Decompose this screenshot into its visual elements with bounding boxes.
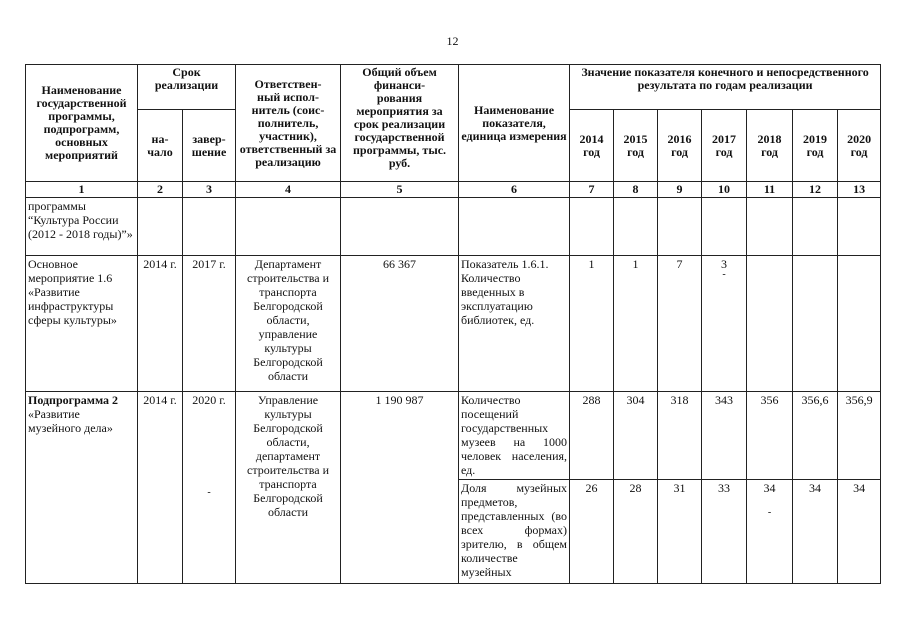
- column-number: 12: [793, 182, 838, 198]
- column-number: 2: [138, 182, 183, 198]
- value-cell: 1: [614, 256, 658, 392]
- column-number: 3: [183, 182, 236, 198]
- table-row: [26, 256, 881, 392]
- column-number: 8: [614, 182, 658, 198]
- indicator-cell: Показатель 1.6.1. Количество введенных в эксплуатацию библиотек, ед.: [459, 256, 570, 392]
- value-cell: 26: [570, 480, 614, 584]
- subprogram-name-cell: Подпрограмма 2 «Развитие музейного дела»: [26, 392, 138, 584]
- term-start-cell: 2014 г.: [138, 392, 183, 584]
- responsible-cell: Департамент строительства и транспорта Белгородской области, управление культуры Белгородской области: [236, 256, 341, 392]
- column-number: 10: [702, 182, 747, 198]
- header-financing: Общий объем финанси- рования мероприятия за срок реализации государственной программы, тыс. руб.: [341, 65, 459, 182]
- financing-cell: 1 190 987: [341, 392, 459, 584]
- header-year: 2015 год: [614, 110, 658, 182]
- value-cell: 33: [702, 480, 747, 584]
- column-number: 7: [570, 182, 614, 198]
- header-term-end: завер- шение: [183, 110, 236, 182]
- header-indicator: Наименование показателя, единица измерения: [459, 65, 570, 182]
- header-year: 2014 год: [570, 110, 614, 182]
- activity-name-cell: Основное мероприятие 1.6 «Развитие инфраструктуры сферы культуры»: [26, 256, 138, 392]
- column-number: 6: [459, 182, 570, 198]
- value-cell: 28: [614, 480, 658, 584]
- indicators-table: [25, 64, 881, 584]
- header-year: 2019 год: [793, 110, 838, 182]
- value-cell: 7: [658, 256, 702, 392]
- header-term-start: на- чало: [138, 110, 183, 182]
- column-number: 13: [838, 182, 881, 198]
- program-name-cell: программы “Культура России (2012 - 2018 годы)”»: [26, 198, 138, 256]
- header-year: 2020 год: [838, 110, 881, 182]
- column-number-row: [26, 182, 881, 198]
- financing-cell: 66 367: [341, 256, 459, 392]
- value-cell: 304: [614, 392, 658, 480]
- value-cell: 356,6: [793, 392, 838, 480]
- term-end-cell: 2017 г.: [183, 256, 236, 392]
- page-number: 12: [446, 34, 459, 48]
- term-end-cell: 2020 г. -: [183, 392, 236, 584]
- header-values-title: Значение показателя конечного и непосредственного результата по годам реализации: [570, 65, 881, 110]
- responsible-cell: Управление культуры Белгородской области, департамент строительства и транспорта Белгородской области: [236, 392, 341, 584]
- header-year: 2017 год: [702, 110, 747, 182]
- column-number: 1: [26, 182, 138, 198]
- value-cell: 356: [747, 392, 793, 480]
- column-number: 5: [341, 182, 459, 198]
- column-number: 11: [747, 182, 793, 198]
- value-cell: 34: [793, 480, 838, 584]
- header-program-name: Наименование государственной программы, подпрограмм, основных мероприятий: [26, 65, 138, 182]
- header-term: Срок реализации: [138, 65, 236, 110]
- table-row: [26, 392, 881, 480]
- value-cell: 31: [658, 480, 702, 584]
- value-cell: 343: [702, 392, 747, 480]
- column-number: 4: [236, 182, 341, 198]
- value-cell: 34 -: [747, 480, 793, 584]
- value-cell: 318: [658, 392, 702, 480]
- value-cell: [793, 256, 838, 392]
- value-cell: 288: [570, 392, 614, 480]
- header-responsible: Ответствен- ный испол- нитель (соис- полнитель, участник), ответственный за реализацию: [236, 65, 341, 182]
- header-year: 2018 год: [747, 110, 793, 182]
- value-cell: [747, 256, 793, 392]
- term-start-cell: 2014 г.: [138, 256, 183, 392]
- value-cell: [838, 256, 881, 392]
- indicator-cell: Доля музейных предметов, представленных (во всех формах) зрителю, в общем количестве музейных: [459, 480, 570, 584]
- value-cell: 3 -: [702, 256, 747, 392]
- header-year: 2016 год: [658, 110, 702, 182]
- column-number: 9: [658, 182, 702, 198]
- value-cell: 1: [570, 256, 614, 392]
- value-cell: 356,9: [838, 392, 881, 480]
- indicator-cell: Количество посещений государственных музеев на 1000 человек населения, ед.: [459, 392, 570, 480]
- table-row: [26, 198, 881, 256]
- value-cell: 34: [838, 480, 881, 584]
